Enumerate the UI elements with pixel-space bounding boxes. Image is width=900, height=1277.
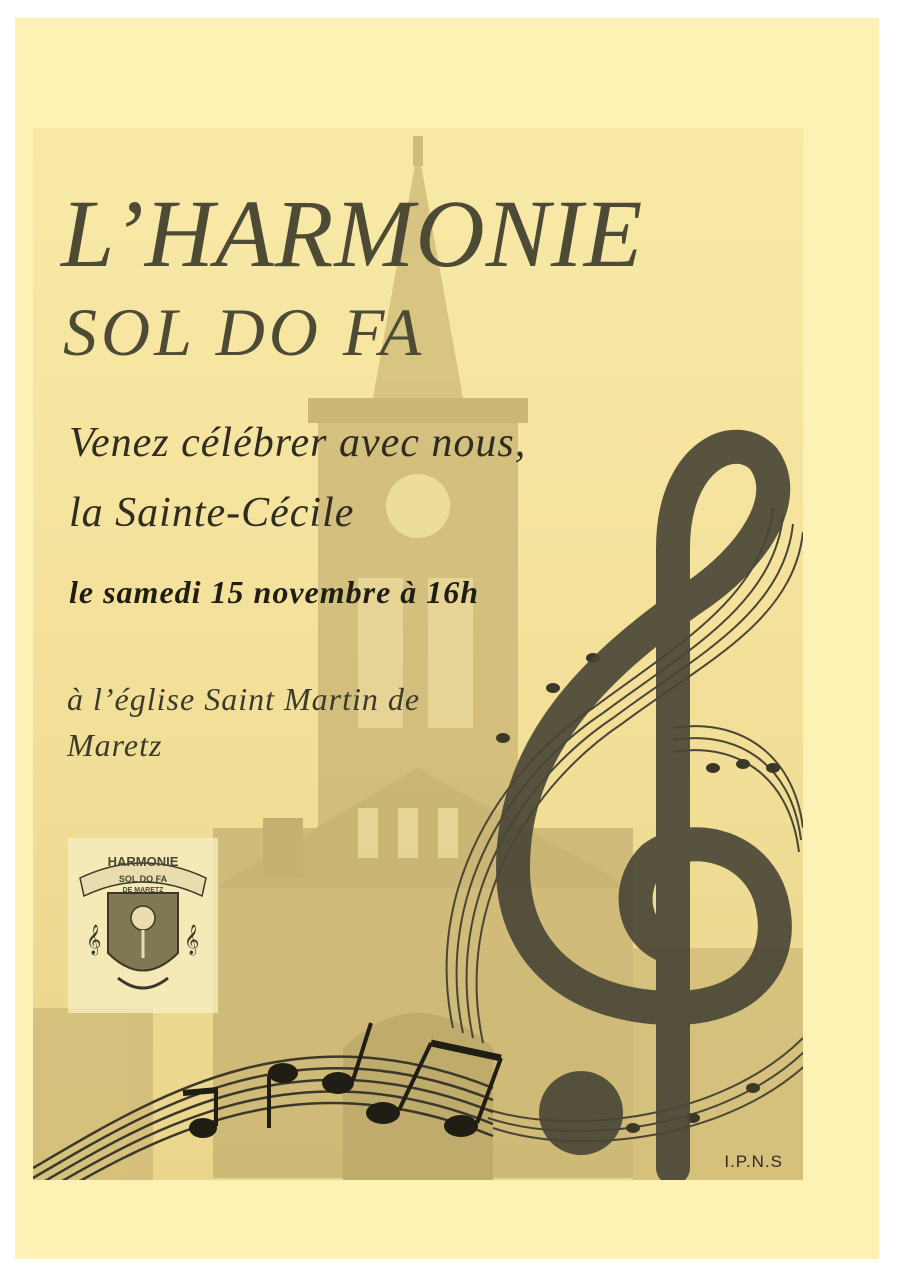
logo-line-3: DE MARETZ — [122, 887, 164, 894]
event-poster — [33, 128, 803, 1180]
venue-line-2: Maretz — [67, 727, 163, 764]
venue-line-1: à l’église Saint Martin de — [67, 681, 421, 717]
small-clef-right-icon: 𝄞 — [184, 925, 200, 955]
invite-line-1: Venez célébrer avec nous, — [69, 420, 527, 466]
page-sheet — [15, 18, 879, 1259]
poster-title: L’HARMONIE — [61, 180, 644, 287]
event-date: le samedi 15 novembre à 16h — [69, 574, 480, 610]
small-clef-left-icon: 𝄞 — [86, 925, 102, 955]
event-venue — [67, 676, 420, 769]
harmonie-crest-logo — [68, 838, 218, 1013]
logo-line-1: HARMONIE — [107, 854, 179, 869]
logo-line-2: SOL DO FA — [118, 874, 168, 884]
ipns-mark: I.P.N.S — [724, 1152, 783, 1171]
invite-line-2: la Sainte-Cécile — [69, 490, 355, 536]
poster-subtitle: SOL DO FA — [63, 294, 426, 370]
